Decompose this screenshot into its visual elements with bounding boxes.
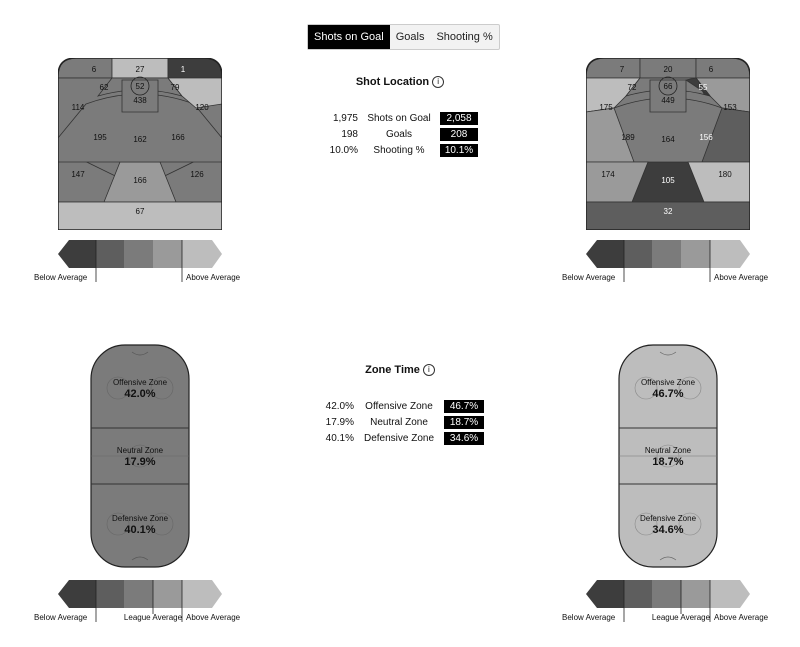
stat-label: Neutral Zone	[370, 416, 428, 428]
zone-slot-top: 66	[663, 82, 673, 91]
neutral-zone-value: 18.7%	[652, 456, 684, 468]
neutral-zone-value: 17.9%	[124, 456, 156, 468]
zone-low-center: 166	[133, 176, 147, 185]
offensive-zone-value: 42.0%	[124, 388, 156, 400]
zone-point: 67	[135, 207, 145, 216]
zone-wing-left: 175	[599, 103, 613, 112]
info-icon[interactable]: i	[423, 364, 435, 376]
legend-above-label: Above Average	[714, 273, 769, 282]
defensive-zone-label: Defensive Zone	[111, 514, 169, 523]
zone-low-right: 180	[718, 170, 732, 179]
team-value: 198	[341, 128, 358, 140]
team-value: 42.0%	[325, 400, 354, 412]
zone-mid-center: 164	[661, 135, 675, 144]
legend-zone-right	[562, 578, 778, 626]
zone-time-title	[330, 364, 470, 376]
zone-slot-top: 52	[135, 82, 145, 91]
zone-upper-left: 72	[627, 83, 637, 92]
legend-league-label: League Average	[123, 613, 183, 622]
offensive-zone-value: 46.7%	[652, 388, 684, 400]
neutral-zone-label: Neutral Zone	[644, 446, 692, 455]
legend-below-label: Below Average	[34, 273, 88, 282]
shot-location-table	[322, 110, 478, 158]
zone-low-left: 174	[601, 170, 615, 179]
defensive-zone-value: 34.6%	[652, 524, 684, 536]
zone-wing-left: 114	[71, 103, 85, 112]
stat-label: Shooting %	[373, 144, 425, 156]
zone-slot: 449	[661, 96, 675, 105]
zone-top-right: 6	[708, 65, 714, 74]
tab-shooting-pct[interactable]: Shooting %	[436, 31, 493, 43]
table-row	[318, 414, 484, 430]
zone-upper-right: 79	[170, 83, 180, 92]
shot-map-right	[586, 58, 750, 230]
legend-above-label: Above Average	[186, 613, 241, 622]
stat-label: Defensive Zone	[363, 432, 435, 444]
team-value: 17.9%	[325, 416, 354, 428]
table-row	[318, 430, 484, 446]
league-value: 46.7%	[444, 400, 484, 413]
info-icon[interactable]: i	[432, 76, 444, 88]
zone-upper-left: 62	[99, 83, 109, 92]
defensive-zone-label: Defensive Zone	[639, 514, 697, 523]
zone-time-title-text: Zone Time	[365, 364, 420, 376]
zone-mid-right: 166	[171, 133, 185, 142]
team-value: 10.0%	[329, 144, 358, 156]
legend-above-label: Above Average	[714, 613, 769, 622]
table-row	[322, 142, 478, 158]
legend-shot-right	[562, 238, 778, 286]
zone-upper-right: 55	[698, 83, 708, 92]
shot-location-title	[330, 76, 470, 88]
tab-goals[interactable]: Goals	[395, 31, 425, 43]
legend-shot-left	[34, 238, 250, 286]
offensive-zone-label: Offensive Zone	[640, 378, 696, 387]
neutral-zone-label: Neutral Zone	[116, 446, 164, 455]
zone-point: 32	[663, 207, 673, 216]
zone-top-left: 7	[619, 65, 625, 74]
league-value: 208	[440, 128, 478, 141]
legend-below-label: Below Average	[562, 613, 616, 622]
zone-low-left: 147	[71, 170, 85, 179]
legend-above-label: Above Average	[186, 273, 241, 282]
table-row	[322, 126, 478, 142]
league-value: 2,058	[440, 112, 478, 125]
team-value: 1,975	[332, 112, 358, 124]
zone-low-right: 126	[190, 170, 204, 179]
zone-slot: 438	[133, 96, 147, 105]
zone-time-table	[318, 398, 484, 446]
table-row	[318, 398, 484, 414]
legend-below-label: Below Average	[562, 273, 616, 282]
league-value: 18.7%	[444, 416, 484, 429]
zone-mid-left: 195	[93, 133, 107, 142]
league-value: 10.1%	[440, 144, 478, 157]
offensive-zone-label: Offensive Zone	[112, 378, 168, 387]
zone-rink-right	[618, 344, 718, 568]
zone-rink-left	[90, 344, 190, 568]
stat-label: Goals	[385, 128, 413, 140]
legend-zone-left	[34, 578, 250, 626]
zone-mid-center: 162	[133, 135, 147, 144]
zone-wing-right: 153	[723, 103, 737, 112]
tab-shots-on-goal[interactable]: Shots on Goal	[308, 25, 390, 49]
team-value: 40.1%	[325, 432, 354, 444]
zone-top-center: 27	[135, 65, 145, 74]
league-value: 34.6%	[444, 432, 484, 445]
stat-label: Shots on Goal	[367, 112, 431, 124]
legend-league-label: League Average	[651, 613, 711, 622]
zone-top-center: 20	[663, 65, 673, 74]
zone-low-center: 105	[661, 176, 675, 185]
zone-top-right: 1	[180, 65, 186, 74]
zone-top-left: 6	[91, 65, 97, 74]
shot-map-left	[58, 58, 222, 230]
stat-label: Offensive Zone	[365, 400, 433, 412]
shot-location-title-text: Shot Location	[355, 76, 430, 88]
zone-mid-left: 189	[621, 133, 635, 142]
stat-tabs	[307, 24, 500, 50]
zone-wing-right: 120	[195, 103, 209, 112]
zone-mid-right: 156	[699, 133, 713, 142]
defensive-zone-value: 40.1%	[124, 524, 156, 536]
table-row	[322, 110, 478, 126]
legend-below-label: Below Average	[34, 613, 88, 622]
